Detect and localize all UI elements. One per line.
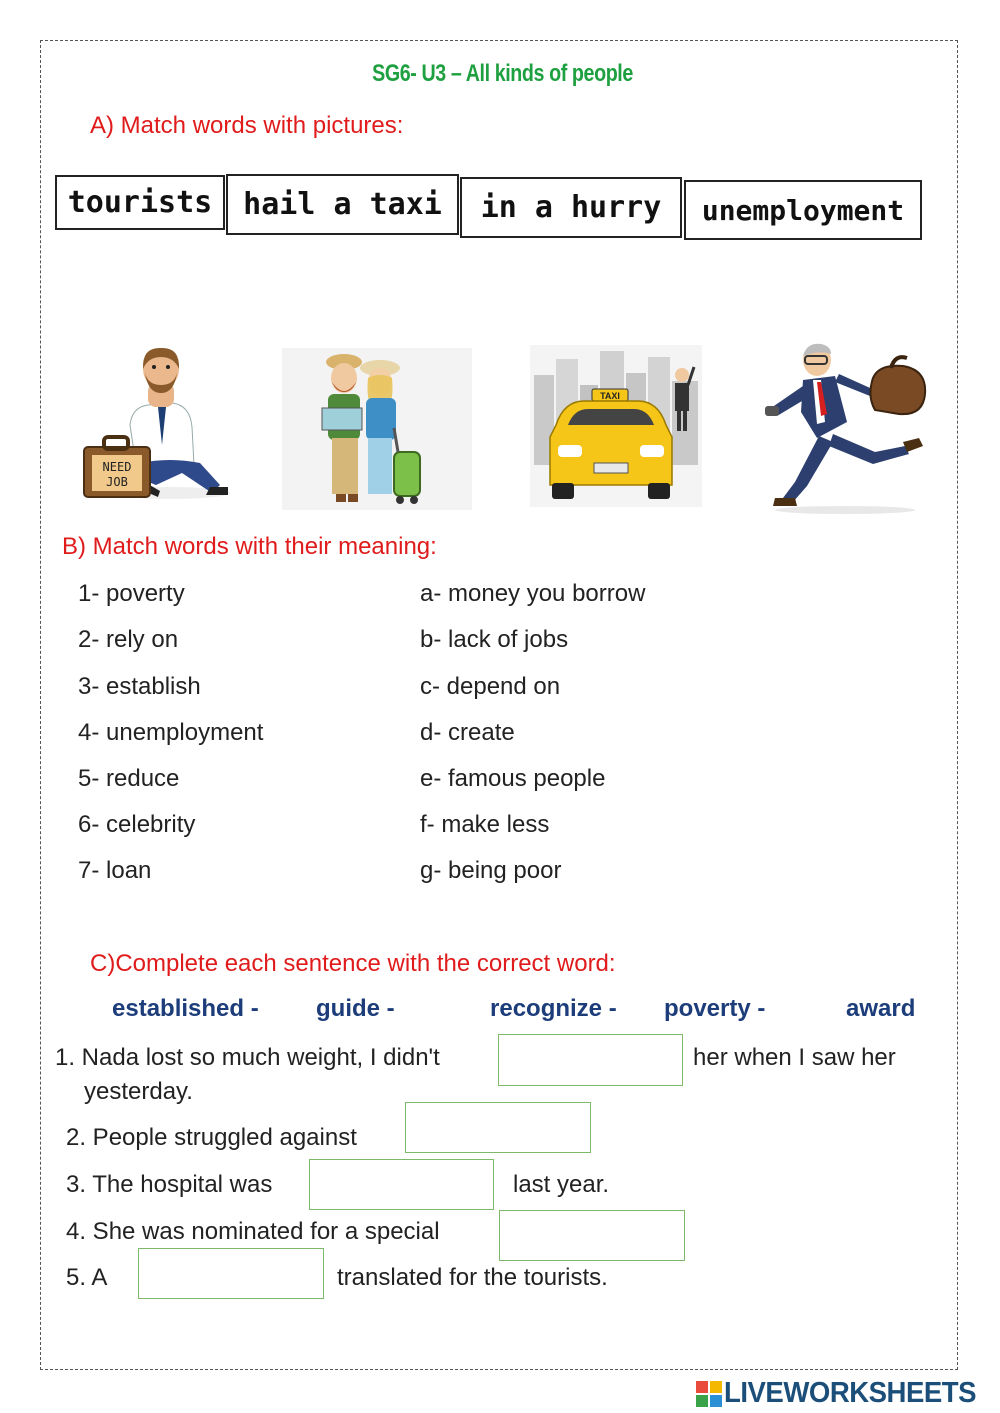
word-box-in-a-hurry[interactable]: in a hurry [460, 177, 682, 238]
sentence-4-start: 4. She was nominated for a special [66, 1218, 440, 1245]
term-rely-on: 2- rely on [78, 626, 179, 653]
word-box-hail-a-taxi[interactable]: hail a taxi [226, 174, 459, 235]
section-b-heading: B) Match words with their meaning: [62, 533, 437, 560]
unemployed-man-icon [70, 345, 240, 505]
sentence-1-end: her when I saw her [693, 1044, 896, 1071]
meaning-a: a- money you borrow [420, 580, 646, 607]
meaning-b: b- lack of jobs [420, 626, 569, 653]
hurrying-man-icon [755, 342, 935, 514]
answer-blank-3[interactable] [309, 1159, 494, 1210]
word-box-unemployment[interactable]: unemployment [684, 180, 922, 240]
word-bank-recognize: recognize - [490, 995, 617, 1022]
sentence-5-start: 5. A [66, 1264, 108, 1291]
sentence-3-start: 3. The hospital was [66, 1171, 273, 1198]
sentence-1-start: 1. Nada lost so much weight, I didn't [55, 1044, 440, 1071]
liveworksheets-brand-text: LIVEWORKSHEETS [724, 1377, 977, 1409]
sentence-2-start: 2. People struggled against [66, 1124, 357, 1151]
word-bank-award: award [846, 995, 916, 1022]
word-bank-guide: guide - [316, 995, 395, 1022]
meaning-f: f- make less [420, 811, 550, 838]
sign-line1: NEED [102, 460, 132, 474]
sentence-3-end: last year. [513, 1171, 610, 1198]
meaning-d: d- create [420, 719, 515, 746]
taxi-sign: TAXI [600, 391, 620, 401]
term-celebrity: 6- celebrity [78, 811, 196, 838]
word-bank-established: established - [112, 995, 259, 1022]
word-box-tourists[interactable]: tourists [55, 175, 225, 230]
liveworksheets-mark-icon [696, 1381, 722, 1407]
meaning-g: g- being poor [420, 857, 562, 884]
taxi-icon [530, 345, 702, 507]
section-a-heading: A) Match words with pictures: [90, 112, 404, 139]
worksheet-title: SG6- U3 – All kinds of people [372, 60, 633, 87]
term-loan: 7- loan [78, 857, 152, 884]
word-bank-poverty: poverty - [664, 995, 766, 1022]
liveworksheets-logo[interactable] [696, 1377, 989, 1410]
term-unemployment: 4- unemployment [78, 719, 264, 746]
section-c-heading: C)Complete each sentence with the correct word: [90, 950, 616, 977]
answer-blank-2[interactable] [405, 1102, 591, 1153]
answer-blank-4[interactable] [499, 1210, 685, 1261]
sign-line2: JOB [106, 475, 128, 489]
answer-blank-1[interactable] [498, 1034, 683, 1086]
tourists-couple-icon [282, 348, 472, 510]
term-reduce: 5- reduce [78, 765, 180, 792]
sentence-5-end: translated for the tourists. [337, 1264, 608, 1291]
sentence-1-continuation: yesterday. [84, 1078, 193, 1105]
term-poverty: 1- poverty [78, 580, 185, 607]
answer-blank-5[interactable] [138, 1248, 324, 1299]
meaning-c: c- depend on [420, 673, 561, 700]
term-establish: 3- establish [78, 673, 201, 700]
meaning-e: e- famous people [420, 765, 606, 792]
